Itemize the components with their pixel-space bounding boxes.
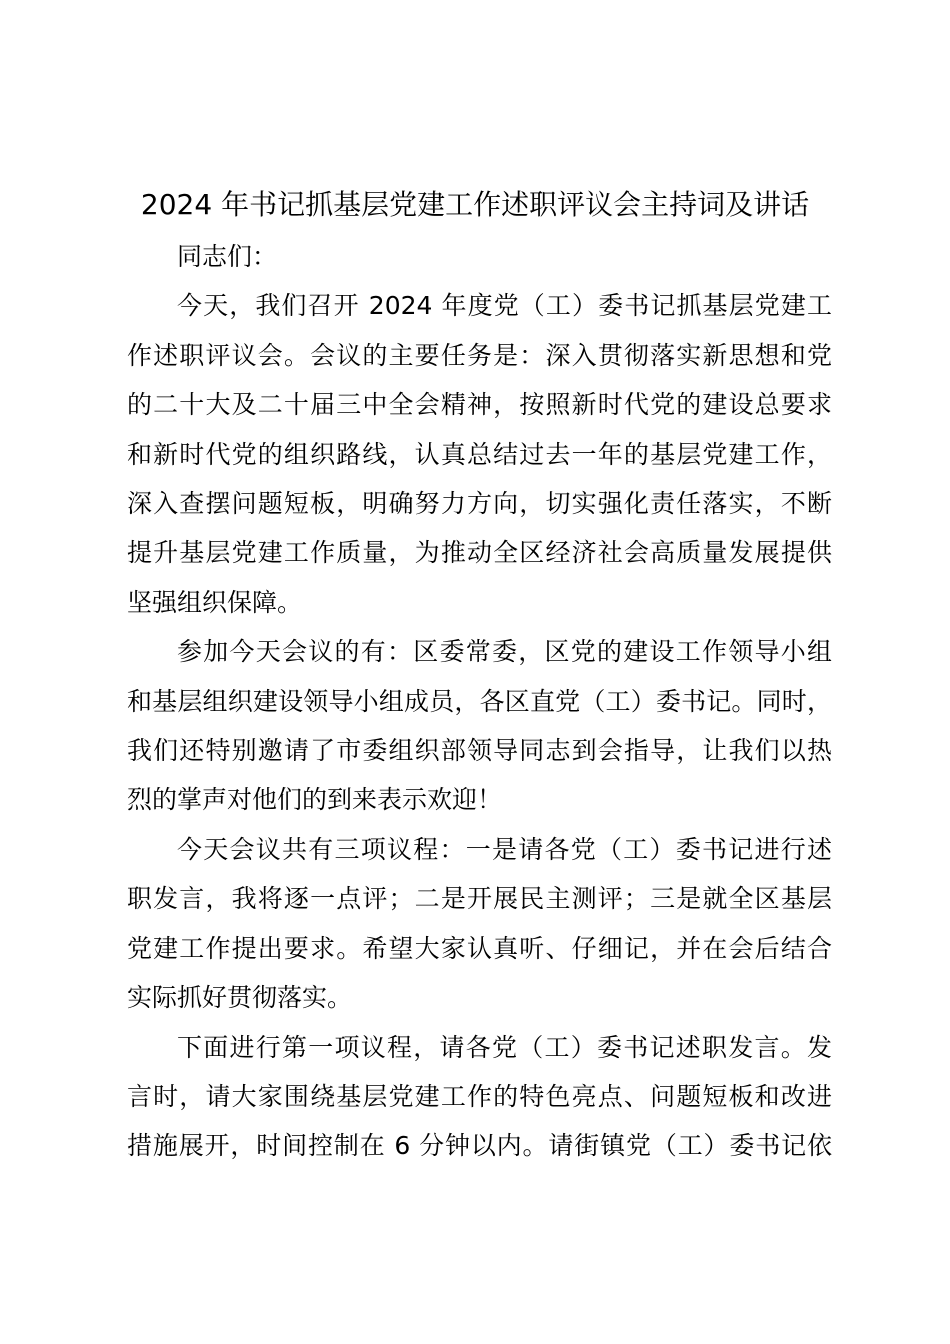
text-line: 今天会议共有三项议程：一是请各党（工）委书记进行述 xyxy=(177,834,832,864)
text-line: 的二十大及二十届三中全会精神，按照新时代党的建设总要求 xyxy=(127,390,832,420)
text-line: 今天，我们召开 2024 年度党（工）委书记抓基层党建工 xyxy=(177,291,832,321)
document-body xyxy=(127,232,832,1171)
text-line: 下面进行第一项议程，请各党（工）委书记述职发言。发 xyxy=(177,1032,832,1062)
text-line: 措施展开，时间控制在 6 分钟以内。请街镇党（工）委书记依 xyxy=(127,1131,832,1161)
document-title: 2024 年书记抓基层党建工作述职评议会主持词及讲话 xyxy=(140,188,810,221)
greeting-line: 同志们： xyxy=(177,242,278,271)
text-line: 和新时代党的组织路线，认真总结过去一年的基层党建工作， xyxy=(127,439,832,469)
text-line: 坚强组织保障。 xyxy=(127,587,303,617)
text-line: 言时，请大家围绕基层党建工作的特色亮点、问题短板和改进 xyxy=(127,1081,832,1111)
text-line: 实际抓好贯彻落实。 xyxy=(127,983,353,1013)
text-line: 我们还特别邀请了市委组织部领导同志到会指导，让我们以热 xyxy=(127,736,832,766)
text-line: 深入查摆问题短板，明确努力方向，切实强化责任落实，不断 xyxy=(127,489,832,519)
paragraph-first-agenda-item xyxy=(127,1023,832,1171)
paragraph-agenda xyxy=(127,825,832,1023)
text-line: 参加今天会议的有：区委常委，区党的建设工作领导小组 xyxy=(177,637,832,667)
text-line: 提升基层党建工作质量，为推动全区经济社会高质量发展提供 xyxy=(127,538,832,568)
text-line: 和基层组织建设领导小组成员，各区直党（工）委书记。同时， xyxy=(127,686,832,716)
text-line: 作述职评议会。会议的主要任务是：深入贯彻落实新思想和党 xyxy=(127,340,832,370)
text-line: 党建工作提出要求。希望大家认真听、仔细记，并在会后结合 xyxy=(127,933,832,963)
text-line: 烈的掌声对他们的到来表示欢迎！ xyxy=(127,785,503,815)
paragraph-attendees xyxy=(127,627,832,825)
text-line: 职发言，我将逐一点评；二是开展民主测评；三是就全区基层 xyxy=(127,884,832,914)
paragraph-meeting-purpose xyxy=(127,281,832,627)
greeting-paragraph xyxy=(127,232,832,281)
